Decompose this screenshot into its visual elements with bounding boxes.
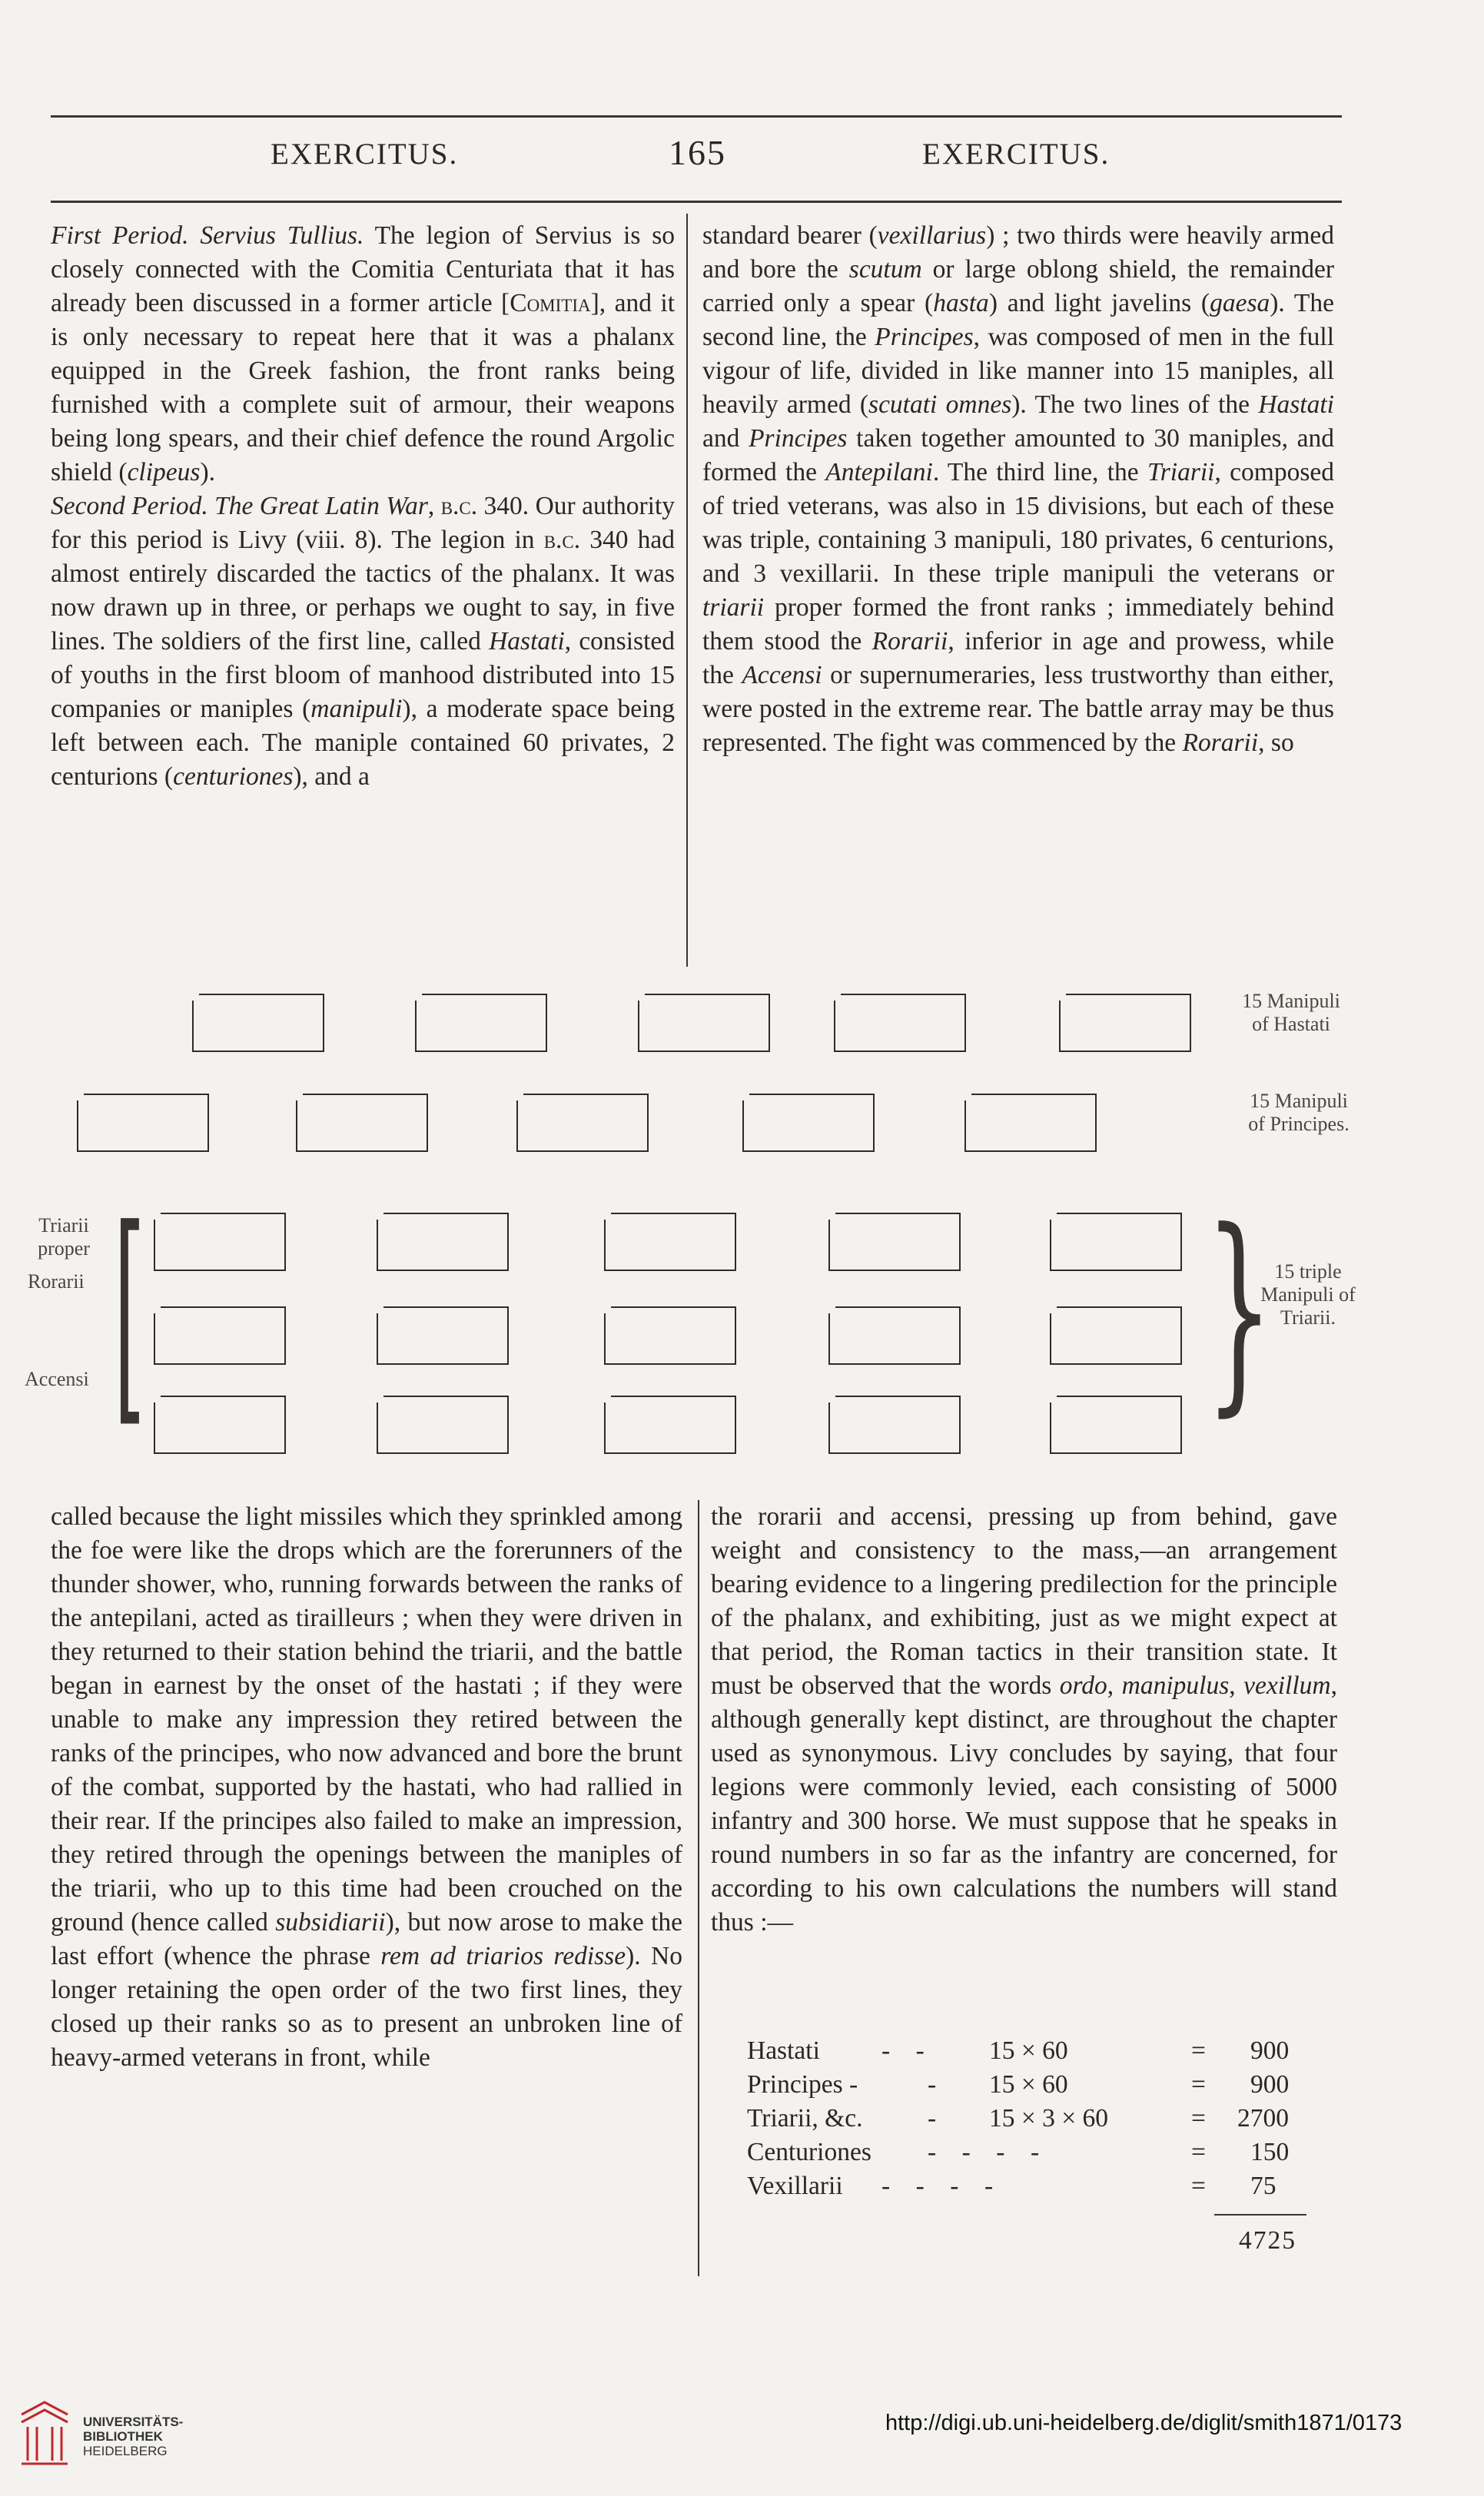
row-value: 150	[1250, 2138, 1290, 2166]
accensi-side-label: Accensi	[25, 1368, 89, 1390]
principes-maniple-box	[296, 1094, 428, 1152]
accensi-maniple-box	[154, 1396, 286, 1454]
row-equals: =	[1191, 2070, 1206, 2099]
row-name: Centuriones	[747, 2138, 871, 2166]
logo-line-2: BIBLIOTHEK	[83, 2429, 163, 2444]
header-bottom-rule	[51, 201, 1342, 203]
left-column-top	[51, 219, 675, 794]
triarii-maniple-box	[828, 1213, 961, 1271]
table-row	[747, 2070, 1331, 2104]
row-value: 2700	[1237, 2104, 1289, 2133]
triarii-maniple-box	[604, 1213, 736, 1271]
row-value: 75	[1250, 2172, 1277, 2200]
left-top-paragraph: First Period. Servius Tullius. The legion of Servius is so closely connected with the Comitia Centuriata that it has already been discussed in a former article [Comitia], and it is only necessary to repeat here that it was a phalanx equipped in the Greek fashion, the front ranks being furnished with a complete suit of armour, their weapons being long spears, and their chief defence the round Argolic shield (clipeus).	[51, 221, 676, 486]
table-total: 4725	[1239, 2226, 1296, 2255]
right-column-top	[702, 219, 1334, 760]
page-number: 165	[669, 133, 726, 172]
table-row	[747, 2036, 1331, 2070]
hastati-label-line2: of Hastati	[1252, 1013, 1330, 1035]
principes-label-line2: of Principes.	[1248, 1113, 1350, 1135]
accensi-maniple-box	[377, 1396, 509, 1454]
column-divider-bottom	[698, 1500, 699, 2276]
row-name: Hastati	[747, 2036, 820, 2065]
row-name: Vexillarii	[747, 2172, 843, 2200]
left-column-bottom	[51, 1500, 682, 2075]
principes-maniple-box	[742, 1094, 875, 1152]
principes-row-label	[1222, 1090, 1376, 1136]
hastati-maniple-box	[192, 994, 324, 1052]
hastati-row-label	[1218, 990, 1364, 1036]
rorarii-maniple-box	[828, 1306, 961, 1365]
row-equals: =	[1191, 2104, 1206, 2133]
right-bottom-paragraph: the rorarii and accensi, pressing up from behind, gave weight and consistency to the mass,—an arrangement bearing evidence to a lingering predilection for the principle of the phalanx, and exhibiting, just as we might expect at that period, the Roman tactics in their transition state. It must be observed that the words ordo, manipulus, vexillum, although generally kept distinct, are throughout the chapter used as synonymous. Livy concludes by saying, that four legions were commonly levied, each consisting of 5000 infantry and 300 horse. We must suppose that he speaks in round numbers in so far as the infantry are concerned, for according to his own calculations the numbers will stand thus :—	[711, 1502, 1337, 1937]
triple-manipuli-label	[1247, 1260, 1369, 1329]
running-head-right: EXERCITUS.	[922, 138, 1111, 171]
triarii-maniple-box	[377, 1213, 509, 1271]
accensi-maniple-box	[1050, 1396, 1182, 1454]
row-dash: - - - -	[881, 2172, 994, 2200]
triple-label-line2: Manipuli of	[1260, 1283, 1356, 1306]
right-column-bottom	[711, 1500, 1337, 1940]
table-row	[747, 2172, 1331, 2206]
sum-rule	[1214, 2214, 1306, 2216]
left-bottom-paragraph: called because the light missiles which they sprinkled among the foe were like the drops which are the forerunners of the thunder shower, who, running forwards between the ranks of the antepilani, acted as tirailleurs ; when they were driven in they returned to their station behind the triarii, and the battle began in earnest by the onset of the hastati ; if they were unable to make any impression they retired between the ranks of the principes, who now advanced and bore the brunt of the combat, supported by the hastati, who had rallied in their rear. If the principes also failed to make an impression, they retired through the openings between the maniples of the triarii, who up to this time had been crouched on the ground (hence called subsidiarii), but now arose to make the last effort (whence the phrase rem ad triarios redisse). No longer retaining the open order of the two first lines, they closed up their ranks so as to present an unbroken line of heavy-armed veterans in front, while	[51, 1502, 682, 2072]
triple-label-line1: 15 triple	[1274, 1260, 1342, 1283]
principes-maniple-box	[77, 1094, 209, 1152]
table-row	[747, 2138, 1331, 2172]
principes-maniple-box	[516, 1094, 649, 1152]
triarii-maniple-box	[154, 1213, 286, 1271]
triarii-side-label	[29, 1214, 98, 1260]
row-dash: -	[928, 2070, 937, 2099]
row-formula: 15 × 3 × 60	[989, 2104, 1109, 2133]
row-dash: - - - -	[928, 2138, 1040, 2166]
column-divider-top	[686, 214, 688, 967]
accensi-maniple-box	[604, 1396, 736, 1454]
row-formula: 15 × 60	[989, 2036, 1068, 2065]
principes-label-line1: 15 Manipuli	[1250, 1090, 1348, 1112]
right-top-paragraph: standard bearer (vexillarius) ; two thirds were heavily armed and bore the scutum or large oblong shield, the remainder carried only a spear (hasta) and light javelins (gaesa). The second line, the Principes, was composed of men in the full vigour of life, divided in like manner into 15 maniples, all heavily armed (scutati omnes). The two lines of the Hastati and Principes taken together amounted to 30 maniples, and formed the Antepilani. The third line, the Triarii, composed of tried veterans, was also in 15 divisions, but each of these was triple, containing 3 manipuli, 180 privates, 6 centurions, and 3 vexillarii. In these triple manipuli the veterans or triarii proper formed the front ranks ; immediately behind them stood the Rorarii, inferior in age and prowess, while the Accensi or supernumeraries, less trustworthy than either, were posted in the extreme rear. The battle array may be thus represented. The fight was commenced by the Rorarii, so	[702, 221, 1335, 757]
accensi-maniple-box	[828, 1396, 961, 1454]
hastati-maniple-box	[1059, 994, 1191, 1052]
row-equals: =	[1191, 2138, 1206, 2166]
row-name: Principes -	[747, 2070, 858, 2099]
library-logo-text	[83, 2415, 183, 2458]
rorarii-side-label: Rorarii	[28, 1270, 85, 1293]
running-head-left: EXERCITUS.	[271, 138, 459, 171]
triarii-label-line2: proper	[38, 1237, 90, 1260]
row-formula: 15 × 60	[989, 2070, 1068, 2099]
right-brace: }	[1205, 1185, 1274, 1436]
hastati-maniple-box	[638, 994, 770, 1052]
left-bracket: [	[114, 1180, 145, 1448]
row-name: Triarii, &c.	[747, 2104, 863, 2133]
triple-label-line3: Triarii.	[1280, 1306, 1336, 1329]
hastati-maniple-box	[415, 994, 547, 1052]
row-value: 900	[1250, 2070, 1290, 2099]
hastati-maniple-box	[834, 994, 966, 1052]
source-url-link[interactable]: http://digi.ub.uni-heidelberg.de/diglit/smith1871/0173	[885, 2411, 1403, 2435]
row-equals: =	[1191, 2036, 1206, 2065]
logo-line-3: HEIDELBERG	[83, 2444, 168, 2458]
row-equals: =	[1191, 2172, 1206, 2200]
row-dash: - -	[881, 2036, 925, 2065]
rorarii-maniple-box	[1050, 1306, 1182, 1365]
rorarii-maniple-box	[377, 1306, 509, 1365]
table-row	[747, 2104, 1331, 2138]
left-top-paragraph: Second Period. The Great Latin War, b.c. 340. Our authority for this period is Livy (viii. 8). The legion in b.c. 340 had almost entirely discarded the tactics of the phalanx. It was now drawn up in three, or perhaps we ought to say, in five lines. The soldiers of the first line, called Hastati, consisted of youths in the first bloom of manhood distributed into 15 companies or maniples (manipuli), a moderate space being left between each. The maniple contained 60 privates, 2 centurions (centuriones), and a	[51, 492, 676, 791]
logo-line-1: UNIVERSITÄTS-	[83, 2415, 184, 2429]
rorarii-maniple-box	[154, 1306, 286, 1365]
rorarii-maniple-box	[604, 1306, 736, 1365]
triarii-label-line1: Triarii	[38, 1214, 89, 1236]
library-logo-icon	[17, 2399, 72, 2468]
triarii-maniple-box	[1050, 1213, 1182, 1271]
header-top-rule	[51, 115, 1342, 118]
row-dash: -	[928, 2104, 937, 2133]
principes-maniple-box	[964, 1094, 1097, 1152]
hastati-label-line1: 15 Manipuli	[1242, 990, 1340, 1012]
row-value: 900	[1250, 2036, 1290, 2065]
